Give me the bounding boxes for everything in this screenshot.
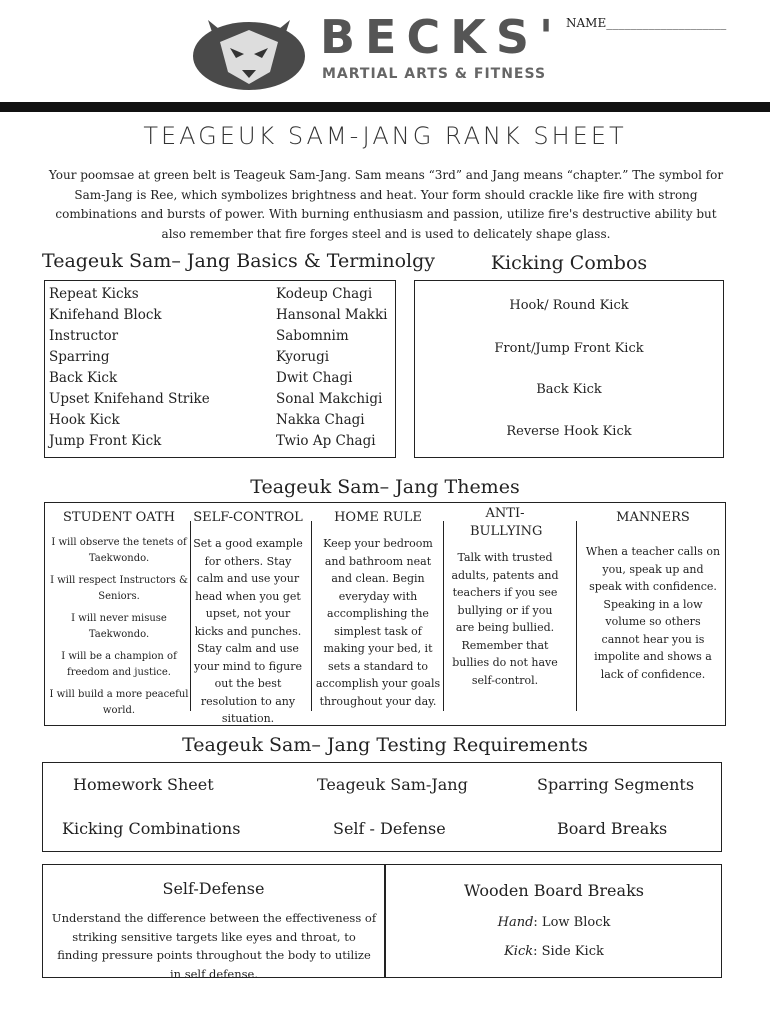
kicking-heading: Kicking Combos [490,252,648,274]
oath-line: I will never misuse Taekwondo. [71,613,167,640]
list-item: Hook/ Round Kick [509,298,629,313]
list-item: Self - Defense [333,819,446,838]
list-item: Sabomnim [276,328,349,344]
list-item: Kodeup Chagi [276,286,373,302]
brand-tagline: MARTIAL ARTS & FITNESS [322,66,547,82]
divider [190,521,191,711]
list-item: Kyorugi [276,349,330,365]
theme-title: HOME RULE [334,510,422,525]
manners [585,509,721,683]
self-defense-title: Self-Defense [162,879,265,898]
list-item: Homework Sheet [73,775,214,794]
theme-title: ANTI-BULLYING [470,506,543,539]
basics-heading: Teageuk Sam– Jang Basics & Terminolgy [42,250,436,272]
oath-line: I will be a champion of freedom and justice. [61,651,177,678]
hand-label: Hand [497,915,534,930]
list-item: Jump Front Kick [49,433,162,449]
intro-paragraph: Your poomsae at green belt is Teageuk Sam-Jang. Sam means “3rd” and Jang means “chapter.” The symbol for Sam-Jang is Ree, which symbolizes brightness and heat. Your form should crackle like fire with strong combinations and bursts of power. With burning enthusiasm and passion, utilize fire's destructive ability but also remember that fire forges steel and is used to delicately shape glass. [48,168,724,241]
list-item: Upset Knifehand Strike [49,391,210,407]
themes-heading: Teageuk Sam– Jang Themes [250,476,520,498]
list-item: Instructor [49,328,119,344]
theme-text: When a teacher calls on you, speak up and speak with confidence. Speaking in a low volume so others cannot hear you is impolite and shows a lack of confidence. [585,545,721,681]
list-item: Nakka Chagi [276,412,365,428]
korean-terms-list [276,284,387,452]
oath-line: I will observe the tenets of Taekwondo. [51,537,187,564]
list-item: Twio Ap Chagi [276,433,376,449]
student-oath [49,509,189,725]
list-item: Front/Jump Front Kick [494,341,644,356]
self-control [193,509,303,728]
divider [311,521,312,711]
list-item: Sparring [49,349,110,365]
list-item: Board Breaks [557,819,668,838]
list-item: Sonal Makchigi [276,391,383,407]
theme-text: Set a good example for others. Stay calm and use your head when you get upset, not your kicks and punches. Stay calm and use your mind to figure out the best resolution to any situation. [193,537,303,725]
home-rule [315,509,441,710]
list-item: Kicking Combinations [62,819,241,838]
oath-line: I will build a more peaceful world. [49,689,189,716]
kick-label: Kick [504,944,534,959]
boards-title: Wooden Board Breaks [464,881,644,900]
list-item: Knifehand Block [49,307,162,323]
theme-title: SELF-CONTROL [193,510,303,525]
list-item: Hansonal Makki [276,307,388,323]
wolf-logo [190,12,308,92]
anti-bullying [447,505,563,689]
name-field[interactable]: NAME____________________ [566,16,727,30]
theme-text: Talk with trusted adults, patents and teachers if you see bullying or if you are being bullied. Remember that bullies do not have self-control. [451,551,559,687]
testing-heading: Teageuk Sam– Jang Testing Requirements [182,734,588,756]
list-item: Dwit Chagi [276,370,353,386]
bottom-box [42,864,722,981]
kicking-box [414,280,724,458]
divider [443,521,444,711]
theme-text: Keep your bedroom and bathroom neat and clean. Begin everyday with accomplishing the simplest task of making your bed, it sets a standard to accomplish your goals throughout your day. [315,537,441,708]
list-item: Reverse Hook Kick [506,424,632,439]
self-defense-text: Understand the difference between the effectiveness of striking sensitive targets like eyes and throat, to finding pressure points throughout the body to utilize in self defense. [51,911,377,981]
kick-value: : Side Kick [533,944,604,959]
page-title: TEAGEUK SAM-JANG RANK SHEET [143,122,627,150]
hand-value: : Low Block [533,915,611,930]
theme-title: STUDENT OATH [63,510,175,525]
boards-kick [385,944,723,959]
list-item: Back Kick [49,370,118,386]
oath-line: I will respect Instructors & Seniors. [50,575,188,602]
list-item: Hook Kick [49,412,120,428]
list-item: Back Kick [536,382,602,397]
list-item: Repeat Kicks [49,286,139,302]
testing-box [42,762,722,852]
basics-terms-list [49,284,210,452]
list-item: Teageuk Sam-Jang [317,775,468,794]
theme-title: MANNERS [616,510,690,525]
header-rule [0,102,770,112]
boards-hand [385,915,723,930]
list-item: Sparring Segments [537,775,695,794]
basics-box [44,280,396,458]
divider [576,521,577,711]
brand-name: BECKS' [320,10,564,64]
themes-box [44,502,726,726]
